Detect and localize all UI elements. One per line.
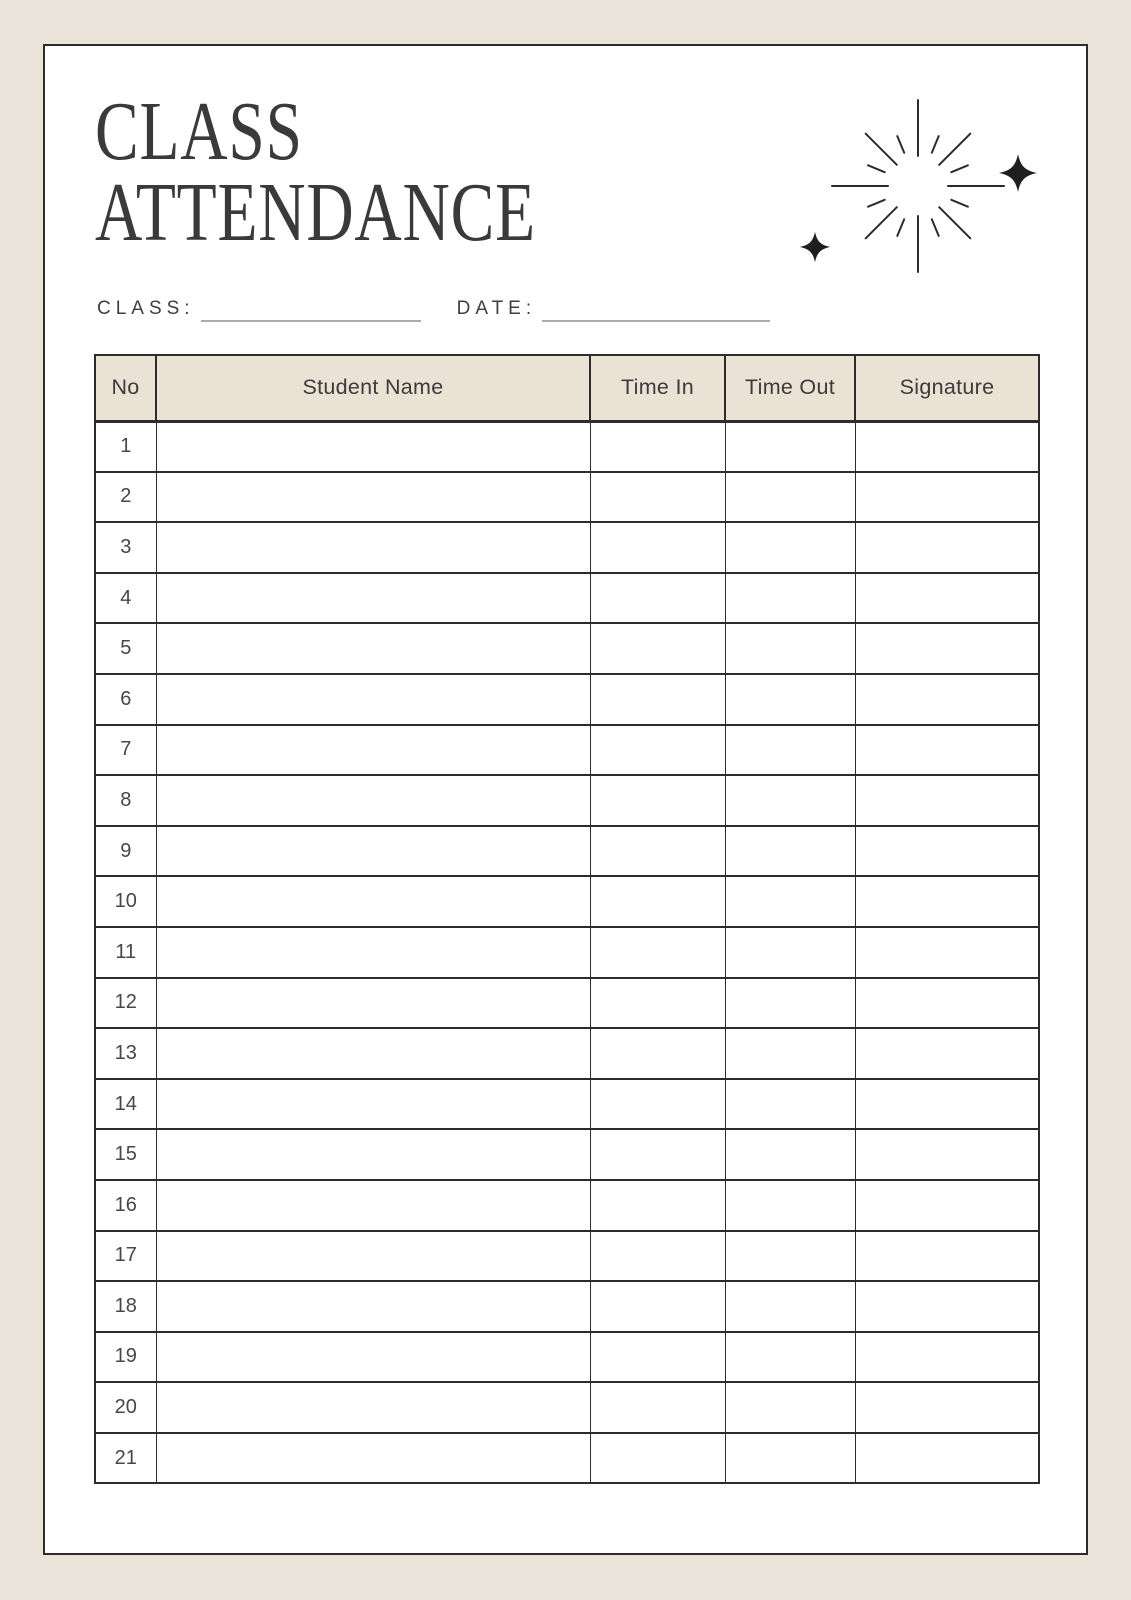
cell-time-out[interactable] bbox=[725, 472, 855, 523]
table-row bbox=[95, 623, 1039, 674]
cell-time-out[interactable] bbox=[725, 1231, 855, 1282]
col-header-no: No bbox=[95, 355, 156, 421]
cell-student-name[interactable] bbox=[156, 623, 590, 674]
cell-time-in[interactable] bbox=[590, 826, 725, 877]
cell-signature[interactable] bbox=[855, 1433, 1039, 1484]
table-row bbox=[95, 1332, 1039, 1383]
row-number: 18 bbox=[95, 1281, 156, 1332]
cell-time-in[interactable] bbox=[590, 472, 725, 523]
cell-student-name[interactable] bbox=[156, 826, 590, 877]
table-row bbox=[95, 1231, 1039, 1282]
table-row bbox=[95, 674, 1039, 725]
cell-signature[interactable] bbox=[855, 1382, 1039, 1433]
row-number: 4 bbox=[95, 573, 156, 624]
row-number: 8 bbox=[95, 775, 156, 826]
cell-signature[interactable] bbox=[855, 775, 1039, 826]
cell-student-name[interactable] bbox=[156, 1433, 590, 1484]
cell-student-name[interactable] bbox=[156, 876, 590, 927]
row-number: 17 bbox=[95, 1231, 156, 1282]
col-header-signature: Signature bbox=[855, 355, 1039, 421]
table-row bbox=[95, 978, 1039, 1029]
cell-time-in[interactable] bbox=[590, 725, 725, 776]
title-line-1: CLASS bbox=[95, 85, 303, 178]
row-number: 21 bbox=[95, 1433, 156, 1484]
table-row bbox=[95, 1129, 1039, 1180]
row-number: 12 bbox=[95, 978, 156, 1029]
table-row bbox=[95, 826, 1039, 877]
cell-time-out[interactable] bbox=[725, 623, 855, 674]
cell-signature[interactable] bbox=[855, 674, 1039, 725]
col-header-student-name: Student Name bbox=[156, 355, 590, 421]
class-input-line[interactable] bbox=[201, 296, 421, 322]
cell-signature[interactable] bbox=[855, 1129, 1039, 1180]
row-number: 3 bbox=[95, 522, 156, 573]
cell-time-out[interactable] bbox=[725, 1332, 855, 1383]
cell-time-out[interactable] bbox=[725, 826, 855, 877]
row-number: 15 bbox=[95, 1129, 156, 1180]
cell-time-in[interactable] bbox=[590, 1281, 725, 1332]
form-fields-row bbox=[97, 296, 770, 322]
cell-time-out[interactable] bbox=[725, 1079, 855, 1130]
row-number: 20 bbox=[95, 1382, 156, 1433]
cell-time-in[interactable] bbox=[590, 775, 725, 826]
cell-time-out[interactable] bbox=[725, 1433, 855, 1484]
cell-time-out[interactable] bbox=[725, 978, 855, 1029]
cell-student-name[interactable] bbox=[156, 472, 590, 523]
table-header-row bbox=[95, 355, 1039, 421]
cell-time-out[interactable] bbox=[725, 674, 855, 725]
table-row bbox=[95, 1028, 1039, 1079]
cell-time-out[interactable] bbox=[725, 725, 855, 776]
table-row bbox=[95, 725, 1039, 776]
col-header-time-out: Time Out bbox=[725, 355, 855, 421]
cell-signature[interactable] bbox=[855, 1231, 1039, 1282]
cell-time-out[interactable] bbox=[725, 927, 855, 978]
table-row bbox=[95, 1180, 1039, 1231]
cell-time-in[interactable] bbox=[590, 978, 725, 1029]
cell-signature[interactable] bbox=[855, 1180, 1039, 1231]
cell-signature[interactable] bbox=[855, 421, 1039, 472]
sunburst-icon bbox=[758, 84, 1042, 288]
table-row bbox=[95, 1382, 1039, 1433]
cell-signature[interactable] bbox=[855, 1079, 1039, 1130]
cell-time-in[interactable] bbox=[590, 623, 725, 674]
class-label: CLASS: bbox=[97, 298, 195, 319]
row-number: 19 bbox=[95, 1332, 156, 1383]
cell-student-name[interactable] bbox=[156, 1281, 590, 1332]
title-line-2: ATTENDANCE bbox=[95, 165, 536, 259]
attendance-sheet-page bbox=[43, 44, 1088, 1555]
date-input-line[interactable] bbox=[542, 296, 770, 322]
cell-signature[interactable] bbox=[855, 826, 1039, 877]
cell-student-name[interactable] bbox=[156, 1180, 590, 1231]
cell-signature[interactable] bbox=[855, 725, 1039, 776]
row-number: 1 bbox=[95, 421, 156, 472]
cell-time-in[interactable] bbox=[590, 1332, 725, 1383]
table-row bbox=[95, 1079, 1039, 1130]
row-number: 11 bbox=[95, 927, 156, 978]
cell-time-out[interactable] bbox=[725, 522, 855, 573]
cell-time-out[interactable] bbox=[725, 1281, 855, 1332]
cell-student-name[interactable] bbox=[156, 725, 590, 776]
cell-signature[interactable] bbox=[855, 1332, 1039, 1383]
cell-time-in[interactable] bbox=[590, 1028, 725, 1079]
cell-student-name[interactable] bbox=[156, 1079, 590, 1130]
cell-student-name[interactable] bbox=[156, 674, 590, 725]
row-number: 6 bbox=[95, 674, 156, 725]
cell-time-in[interactable] bbox=[590, 421, 725, 472]
cell-time-in[interactable] bbox=[590, 1129, 725, 1180]
date-label: DATE: bbox=[456, 298, 537, 319]
row-number: 5 bbox=[95, 623, 156, 674]
table-row bbox=[95, 1433, 1039, 1484]
cell-time-out[interactable] bbox=[725, 1028, 855, 1079]
cell-signature[interactable] bbox=[855, 472, 1039, 523]
table-row bbox=[95, 775, 1039, 826]
cell-student-name[interactable] bbox=[156, 1382, 590, 1433]
cell-time-in[interactable] bbox=[590, 1382, 725, 1433]
cell-signature[interactable] bbox=[855, 1281, 1039, 1332]
row-number: 7 bbox=[95, 725, 156, 776]
cell-signature[interactable] bbox=[855, 927, 1039, 978]
row-number: 2 bbox=[95, 472, 156, 523]
cell-student-name[interactable] bbox=[156, 421, 590, 472]
table-row bbox=[95, 876, 1039, 927]
cell-signature[interactable] bbox=[855, 978, 1039, 1029]
cell-time-in[interactable] bbox=[590, 522, 725, 573]
cell-signature[interactable] bbox=[855, 1028, 1039, 1079]
attendance-table-body bbox=[95, 421, 1039, 1483]
cell-time-in[interactable] bbox=[590, 674, 725, 725]
cell-time-out[interactable] bbox=[725, 1129, 855, 1180]
cell-time-out[interactable] bbox=[725, 573, 855, 624]
table-row bbox=[95, 522, 1039, 573]
row-number: 16 bbox=[95, 1180, 156, 1231]
sparkle-icon bbox=[800, 232, 830, 262]
cell-time-in[interactable] bbox=[590, 1180, 725, 1231]
cell-signature[interactable] bbox=[855, 573, 1039, 624]
row-number: 13 bbox=[95, 1028, 156, 1079]
cell-student-name[interactable] bbox=[156, 927, 590, 978]
cell-time-in[interactable] bbox=[590, 1231, 725, 1282]
cell-student-name[interactable] bbox=[156, 1332, 590, 1383]
table-row bbox=[95, 472, 1039, 523]
cell-time-in[interactable] bbox=[590, 1079, 725, 1130]
cell-time-out[interactable] bbox=[725, 1382, 855, 1433]
table-row bbox=[95, 421, 1039, 472]
cell-time-out[interactable] bbox=[725, 876, 855, 927]
cell-student-name[interactable] bbox=[156, 1129, 590, 1180]
table-row bbox=[95, 573, 1039, 624]
cell-time-out[interactable] bbox=[725, 421, 855, 472]
cell-time-out[interactable] bbox=[725, 1180, 855, 1231]
row-number: 14 bbox=[95, 1079, 156, 1130]
cell-signature[interactable] bbox=[855, 623, 1039, 674]
cell-student-name[interactable] bbox=[156, 775, 590, 826]
row-number: 10 bbox=[95, 876, 156, 927]
cell-time-in[interactable] bbox=[590, 927, 725, 978]
cell-student-name[interactable] bbox=[156, 1028, 590, 1079]
cell-time-out[interactable] bbox=[725, 775, 855, 826]
cell-time-in[interactable] bbox=[590, 876, 725, 927]
cell-signature[interactable] bbox=[855, 522, 1039, 573]
cell-student-name[interactable] bbox=[156, 978, 590, 1029]
cell-student-name[interactable] bbox=[156, 522, 590, 573]
attendance-table bbox=[94, 354, 1040, 1484]
cell-student-name[interactable] bbox=[156, 573, 590, 624]
table-row bbox=[95, 927, 1039, 978]
cell-time-in[interactable] bbox=[590, 1433, 725, 1484]
row-number: 9 bbox=[95, 826, 156, 877]
cell-time-in[interactable] bbox=[590, 573, 725, 624]
table-row bbox=[95, 1281, 1039, 1332]
cell-student-name[interactable] bbox=[156, 1231, 590, 1282]
page-title bbox=[95, 85, 536, 259]
col-header-time-in: Time In bbox=[590, 355, 725, 421]
cell-signature[interactable] bbox=[855, 876, 1039, 927]
